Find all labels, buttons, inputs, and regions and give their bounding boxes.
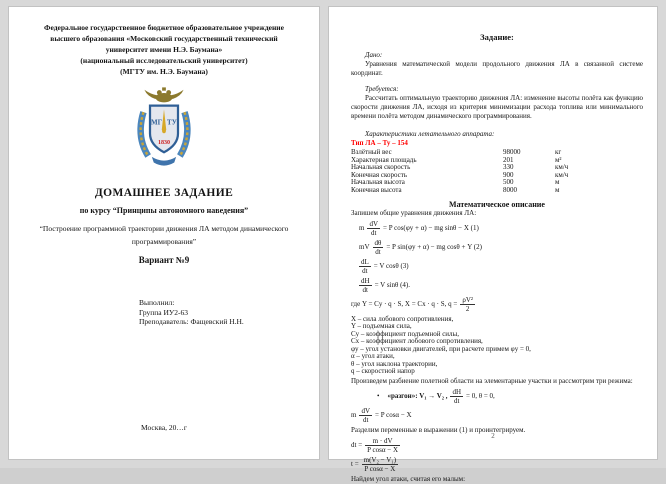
spire-base-icon [162, 129, 166, 133]
spec-value: 8000 [503, 185, 517, 194]
page-number: 2 [491, 432, 495, 440]
topic-line: программирования” [131, 237, 197, 246]
course-subtitle: по курсу “Принципы автономного наведения” [79, 206, 249, 215]
spec-label: Конечная скорость [351, 170, 408, 179]
spec-value: 330 [503, 163, 514, 172]
university-header-line: университет имени Н.Э. Баумана» [105, 45, 223, 54]
bmstu-emblem-icon [131, 86, 197, 170]
definition-line: φy – угол установки двигателей, при расчете примем φy = 0, [351, 344, 531, 353]
spec-value: 900 [503, 170, 514, 179]
emblem-right-letters: ТУ [167, 118, 177, 127]
separate-variables-text: Разделим переменные в выражении (1) и проинтегрируем. [351, 425, 526, 434]
city-year-line: Москва, 20…г [141, 423, 187, 432]
spec-label: Начальная высота [351, 178, 405, 187]
spec-unit: кг [555, 148, 562, 156]
given-label: Дано: [365, 51, 383, 59]
spec-unit: м [555, 178, 560, 187]
topic-line: “Построение программной траектории движения ЛА методом динамического [39, 224, 289, 233]
university-header-line: (МГТУ им. Н.Э. Баумана) [120, 67, 208, 76]
teacher-label: Преподаватель: Фащевский Н.Н. [139, 317, 244, 326]
task-page-body [329, 7, 657, 484]
group-label: Группа ИУ2-63 [139, 307, 188, 317]
equations-intro: Запишем общие уравнения движения ЛА: [351, 208, 477, 217]
equation-1: m $\frac{dV}{dt}$ = P cos(φy + α) − mg sinθ − X (1) [359, 219, 479, 237]
spec-unit: км/ч [555, 170, 569, 179]
spec-value: 500 [503, 178, 514, 187]
task-page [328, 6, 658, 483]
spec-row [351, 187, 643, 195]
required-label: Требуется: [365, 85, 399, 93]
eagle-icon [144, 87, 183, 102]
bullet-icon: • [377, 391, 380, 400]
title-page [8, 6, 320, 460]
definition-line: α – угол атаки, [351, 352, 395, 361]
spec-label: Характерная площадь [351, 155, 417, 164]
equation-2: mV $\frac{d\theta}{dt}$ = P sin(φy + α) − mg cosθ + Y (2) [359, 238, 482, 256]
homework-title: ДОМАШНЕЕ ЗАДАНИЕ [94, 187, 234, 199]
definition-line: θ – угол наклона траектории, [351, 359, 438, 368]
required-text: Рассчитать оптимальную траекторию движения ЛА: изменение высоты полёта как функцию скорости движения ЛА, исходя из критерия минимизации расхода топлива или минимального времени полёта методом динамического программирования. [351, 94, 643, 120]
spec-unit: м [555, 185, 560, 194]
dt-equation: dt = $\frac{m \cdot dV}{\text{P cosα − X}}$ [351, 436, 399, 454]
acceleration-regime-line: • «разгон»: V₁ → V₂ , $\frac{dH}{dt}$ = 0, θ = 0, [377, 387, 495, 405]
spec-value: 201 [503, 155, 514, 164]
equation-4: $\frac{dH}{dt}$ = V sinθ (4). [361, 276, 410, 294]
university-emblem [9, 86, 319, 175]
completed-by-label: Выполнил: [139, 298, 175, 307]
ribbon-icon [152, 157, 176, 166]
acceleration-equation: m $\frac{dV}{dt}$ = P cosα − X [351, 406, 412, 424]
definition-line: Y – подъемная сила, [351, 322, 412, 331]
emblem-year: 1830 [157, 139, 171, 146]
topic-title [9, 222, 319, 248]
aircraft-specs-heading: Характеристики летательного аппарата: [365, 130, 495, 138]
angle-of-attack-text: Найдем угол атаки, считая его малым: [351, 474, 466, 483]
partition-text: Произведем разбиение полетной области на элементарные участки и рассмотрим три режима: [351, 376, 633, 385]
t-equation: t = $\frac{\text{m(V₂ − V₁)}}{\text{P cosα − X}}$ [351, 455, 397, 473]
spec-label: Начальная скорость [351, 163, 411, 172]
university-header-line: (национальный исследовательский университет) [80, 56, 248, 65]
aircraft-type: Тип ЛА – Ту – 154 [351, 139, 408, 147]
university-header [9, 22, 319, 77]
definition-line: X – сила лобового сопротивления, [351, 314, 454, 323]
author-block [139, 298, 319, 327]
spec-unit: м² [555, 155, 562, 164]
definition-line: Cx – коэффициент лобового сопротивления, [351, 337, 483, 346]
university-header-line: высшего образования «Московский государственный технический [50, 34, 278, 43]
given-text: Уравнения математической модели продольного движения ЛА в связанной системе координат. [351, 60, 643, 77]
math-description-heading: Математическое описание [449, 199, 545, 209]
definitions-list [351, 316, 643, 376]
equation-3: $\frac{dL}{dt}$ = V cosθ (3) [361, 257, 409, 275]
spec-unit: км/ч [555, 163, 569, 172]
definition-line: q – скоростной напор [351, 367, 415, 376]
aircraft-specs-table [351, 149, 643, 195]
definition-line: Cy – коэффициент подъемной силы, [351, 329, 459, 338]
emblem-left-letters: МГ [151, 118, 163, 127]
spec-value: 98000 [503, 148, 521, 156]
spec-label: Конечная высота [351, 185, 402, 194]
variant-label: Вариант №9 [138, 255, 190, 265]
university-header-line: Федеральное государственное бюджетное образовательное учреждение [44, 23, 284, 32]
task-heading: Задание: [480, 32, 514, 42]
spec-label: Взлётный вес [351, 148, 392, 156]
where-clause: где Y = Cy · q · S, X = Cx · q · S, q = $\frac{\text{ρV²}}{2}$ [351, 295, 473, 313]
